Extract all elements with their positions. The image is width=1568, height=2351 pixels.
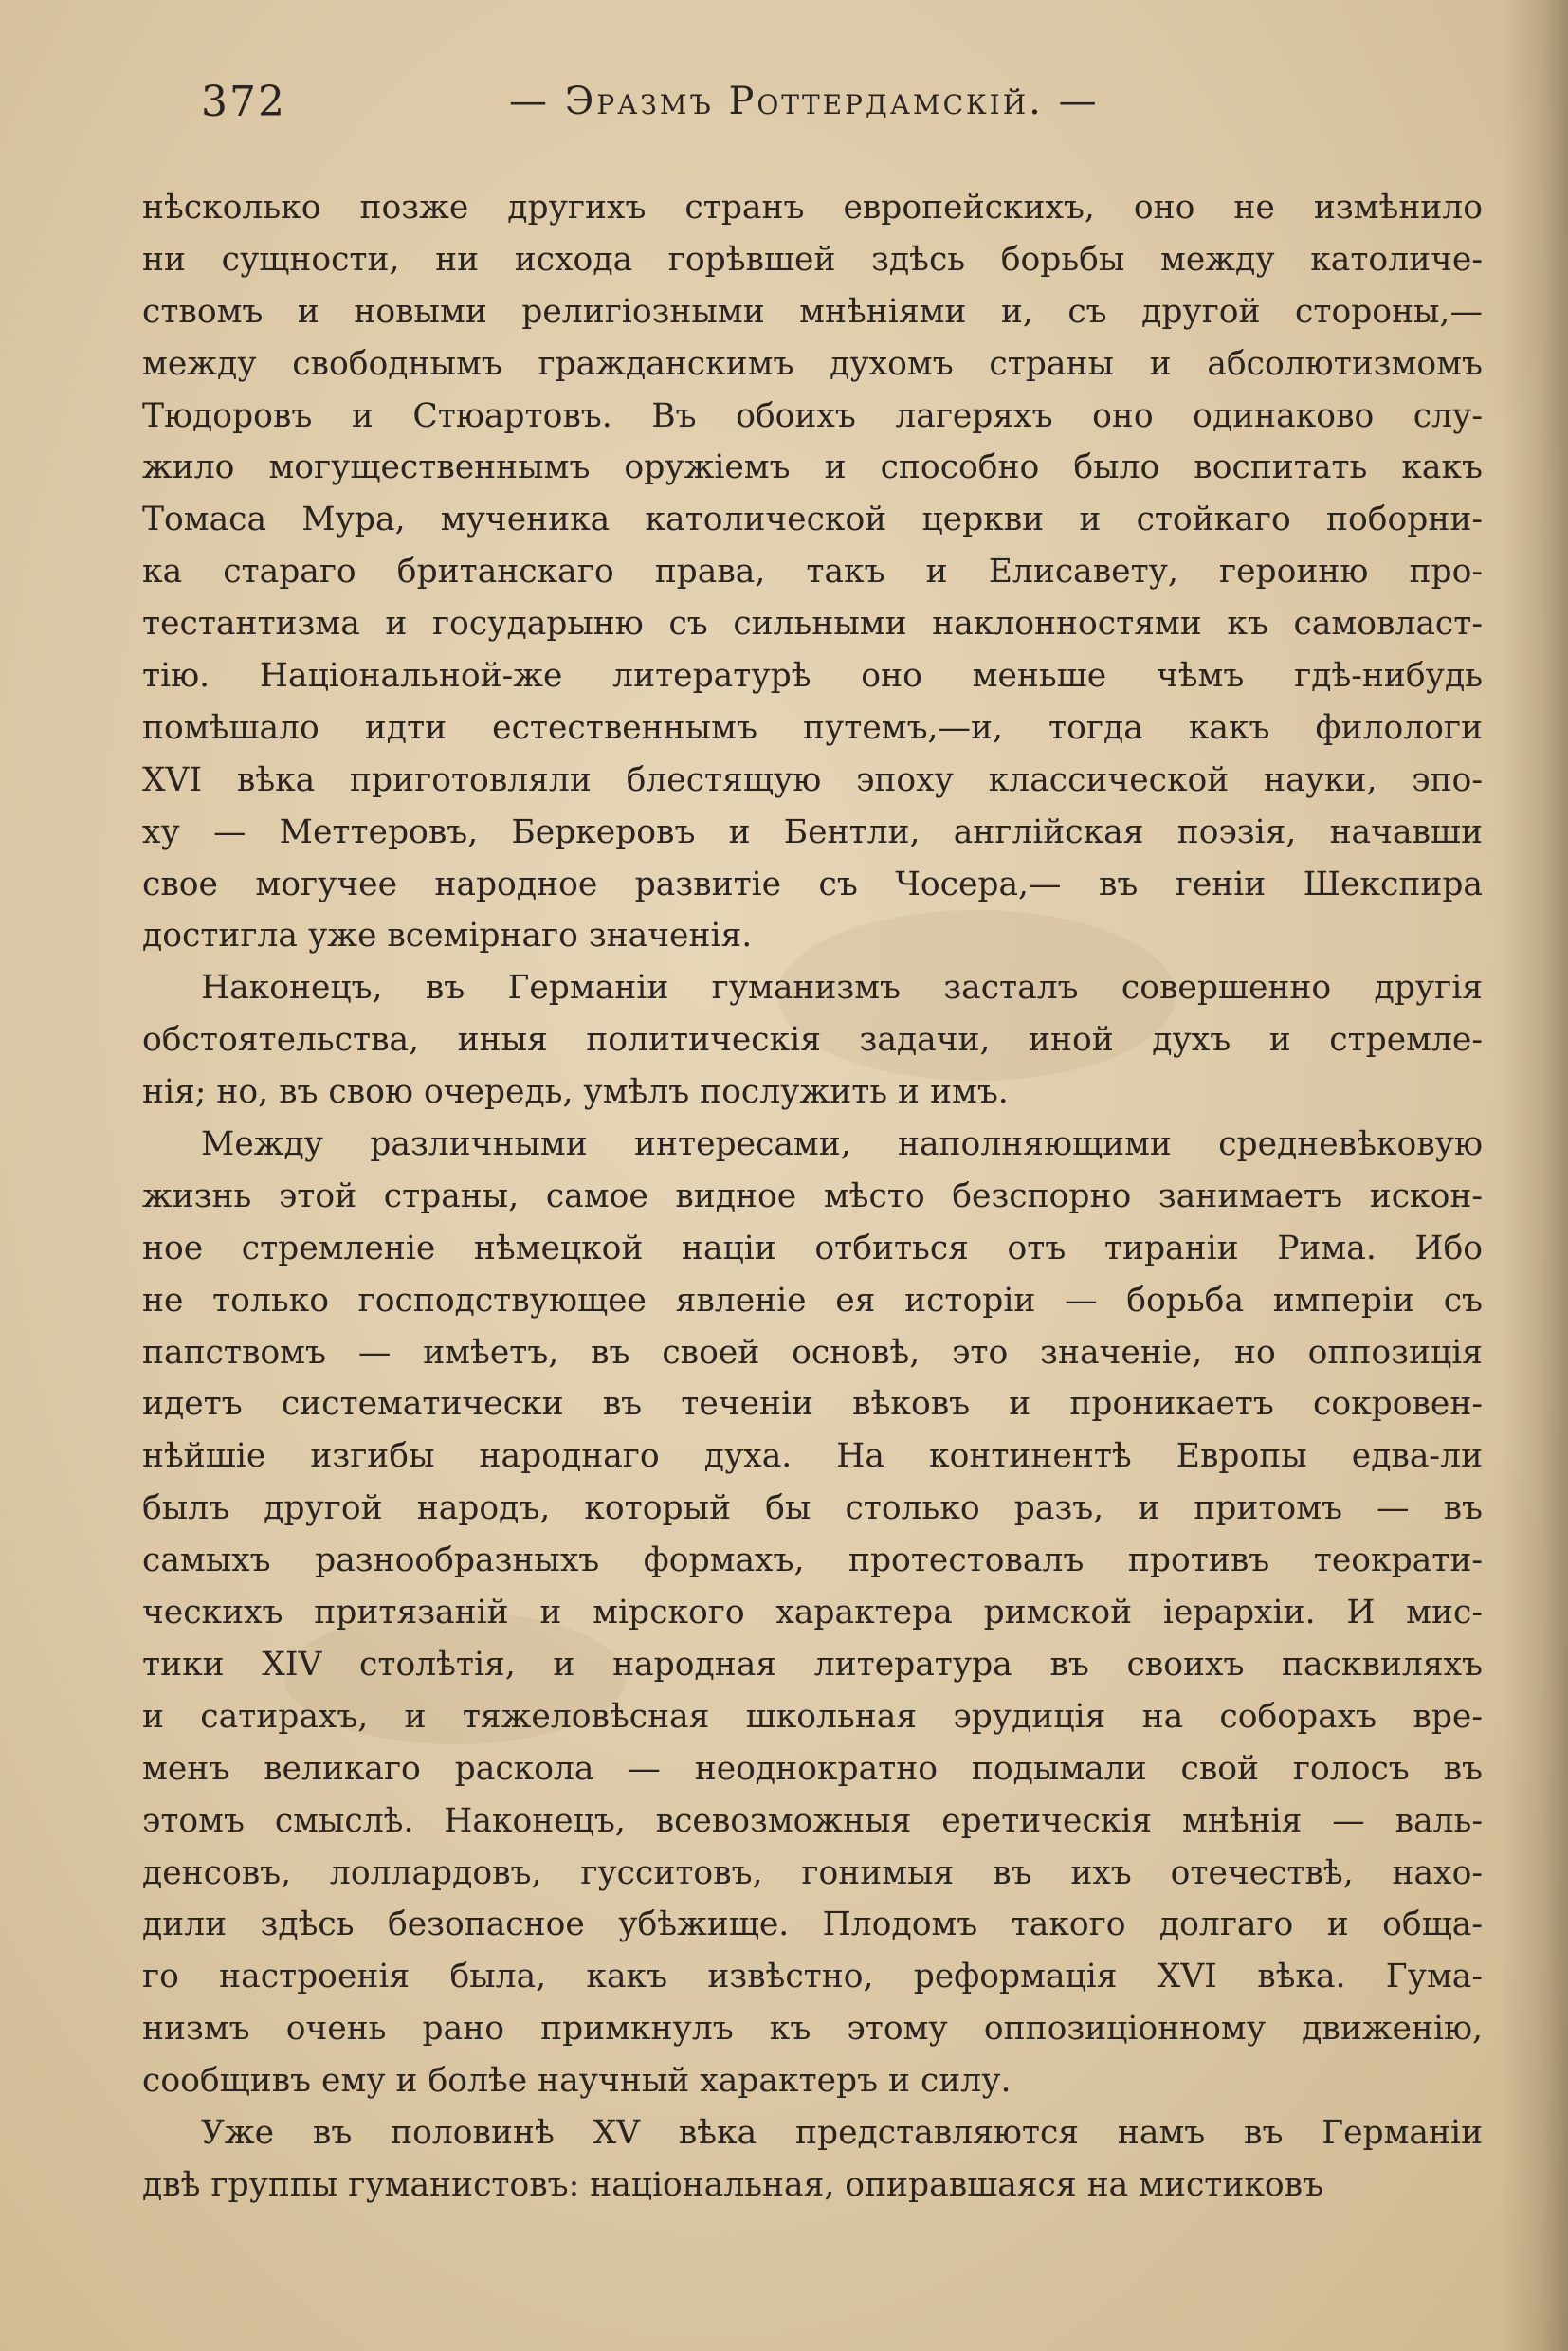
text-line: нѣсколько позже другихъ странъ европейскихъ, оно не измѣнило (142, 189, 1483, 227)
text-line: этомъ смыслѣ. Наконецъ, всевозможныя еретическія мнѣнія — валь- (142, 1801, 1483, 1840)
text-line: Тюдоровъ и Стюартовъ. Въ обоихъ лагеряхъ оно одинаково слу- (142, 396, 1483, 435)
text-line: между свободнымъ гражданскимъ духомъ страны и абсолютизмомъ (142, 344, 1483, 383)
text-line: XVI вѣка приготовляли блестящую эпоху классической науки, эпо- (142, 760, 1483, 799)
text-line: нѣйшіе изгибы народнаго духа. На континентѣ Европы едва-ли (142, 1437, 1483, 1476)
text-line: ческихъ притязаній и мірского характера римской іерархіи. И мис- (142, 1594, 1483, 1632)
page-number: 372 (201, 78, 286, 126)
text-line: низмъ очень рано примкнулъ къ этому оппозиціонному движенію, (142, 2010, 1483, 2049)
text-line: ка стараго британскаго права, такъ и Елисавету, героиню про- (142, 553, 1483, 592)
text-line: обстоятельства, иныя политическія задачи, иной духъ и стремле- (142, 1021, 1483, 1060)
text-line: идетъ систематически въ теченіи вѣковъ и проникаетъ сокровен- (142, 1385, 1483, 1424)
text-line: и сатирахъ, и тяжеловѣсная школьная эрудиція на соборахъ вре- (142, 1697, 1483, 1736)
text-line: ху — Меттеровъ, Беркеровъ и Бентли, англійская поэзія, начавши (142, 812, 1483, 851)
text-line: Томаса Мура, мученика католической церкви и стойкаго поборни- (142, 501, 1483, 539)
text-line: былъ другой народъ, который бы столько разъ, и притомъ — въ (142, 1489, 1483, 1528)
text-line: нія; но, въ свою очередь, умѣлъ послужить и имъ. (142, 1073, 1009, 1112)
text-line: сообщивъ ему и болѣе научный характеръ и силу. (142, 2062, 1012, 2101)
paragraph (142, 962, 1483, 1119)
text-line: дили здѣсь безопасное убѣжище. Плодомъ такого долгаго и обща- (142, 1905, 1483, 1944)
text-line: тестантизма и государыню съ сильными наклонностями къ самовласт- (142, 605, 1483, 644)
text-line: ное стремленіе нѣмецкой націи отбиться отъ тираніи Рима. Ибо (142, 1229, 1483, 1267)
text-line: самыхъ разнообразныхъ формахъ, протестовалъ противъ теократи- (142, 1541, 1483, 1580)
body-text (142, 182, 1483, 2212)
text-line: помѣшало идти естественнымъ путемъ,—и, тогда какъ филологи (142, 708, 1483, 747)
text-line: ни сущности, ни исхода горѣвшей здѣсь борьбы между католиче- (142, 240, 1483, 279)
text-line: тики XIV столѣтія, и народная литература въ своихъ пасквиляхъ (142, 1645, 1483, 1684)
text-line: денсовъ, лоллардовъ, гусситовъ, гонимыя въ ихъ отечествѣ, нахо- (142, 1853, 1483, 1892)
text-line: Уже въ половинѣ XV вѣка представляются намъ въ Германіи (201, 2113, 1483, 2152)
text-line: не только господствующее явленіе ея исторіи — борьба имперіи съ (142, 1281, 1483, 1320)
page-header (201, 78, 1471, 144)
text-line: жизнь этой страны, самое видное мѣсто безспорно занимаетъ искон- (142, 1176, 1483, 1215)
running-title: — Эразмъ Роттердамскій. — (509, 80, 1100, 123)
text-line: жило могущественнымъ оружіемъ и способно было воспитать какъ (142, 448, 1483, 487)
text-line: Между различными интересами, наполняющими средневѣковую (201, 1125, 1483, 1164)
text-line: достигла уже всемірнаго значенія. (142, 917, 753, 956)
text-line: папствомъ — имѣетъ, въ своей основѣ, это значеніе, но оппозиція (142, 1333, 1483, 1372)
text-line: менъ великаго раскола — неоднократно подымали свой голосъ въ (142, 1749, 1483, 1788)
text-line: тію. Національной-же литературѣ оно меньше чѣмъ гдѣ-нибудь (142, 657, 1483, 696)
paragraph (142, 1119, 1483, 2107)
text-line: Наконецъ, въ Германіи гуманизмъ засталъ совершенно другія (201, 969, 1483, 1008)
paragraph (142, 182, 1483, 962)
paragraph (142, 2107, 1483, 2212)
text-line: двѣ группы гуманистовъ: національная, опиравшаяся на мистиковъ (142, 2165, 1324, 2204)
text-line: го настроенія была, какъ извѣстно, реформація XVI вѣка. Гума- (142, 1958, 1483, 1996)
page-gutter-shadow (1502, 0, 1568, 2351)
text-line: свое могучее народное развитіе съ Чосера,— въ геніи Шекспира (142, 865, 1483, 903)
text-line: ствомъ и новыми религіозными мнѣніями и, съ другой стороны,— (142, 292, 1483, 331)
